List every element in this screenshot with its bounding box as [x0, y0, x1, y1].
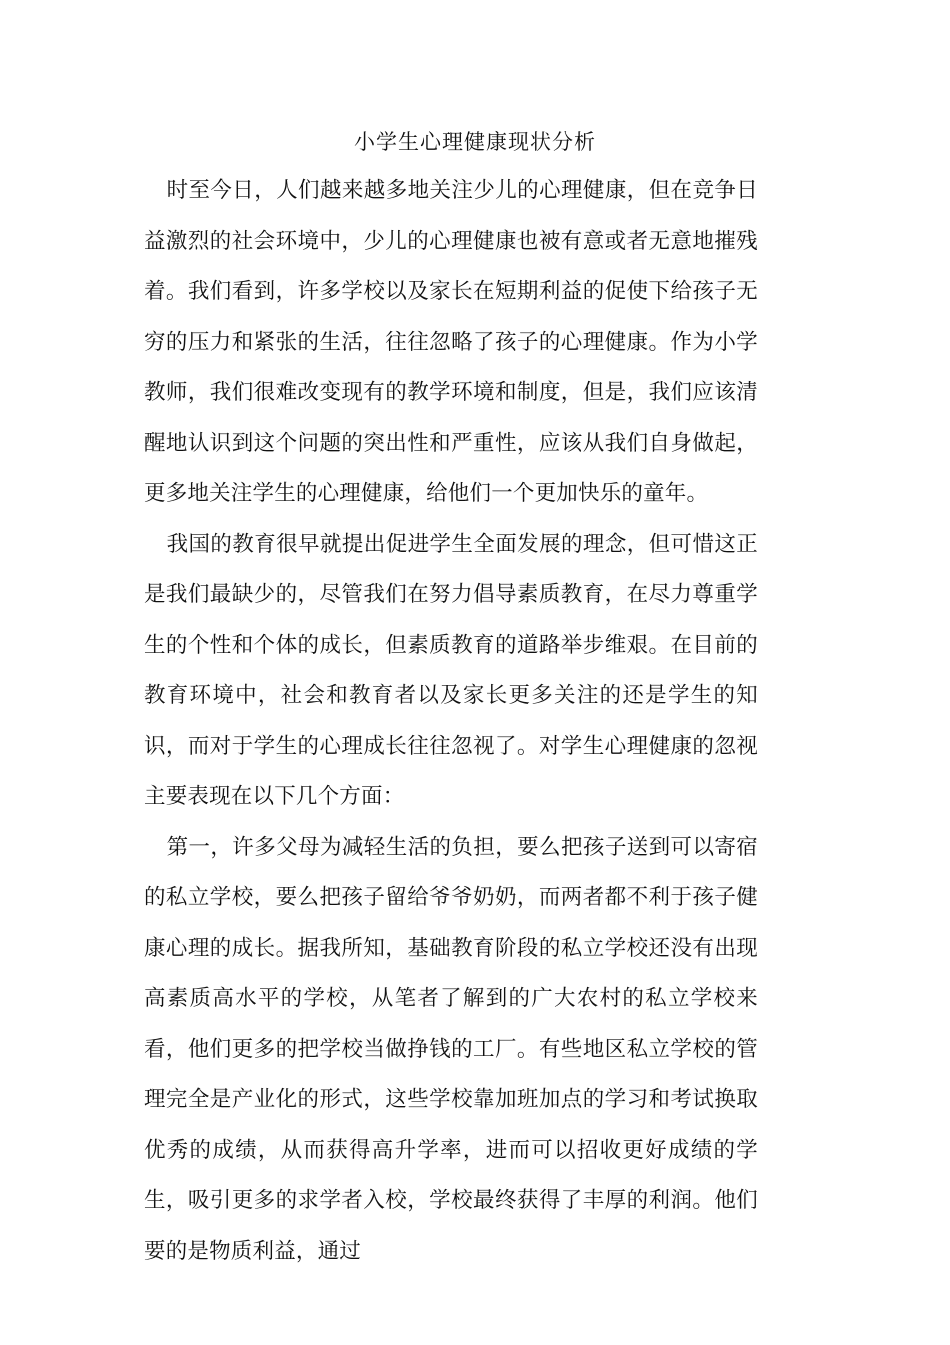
document-title: 小学生心理健康现状分析	[354, 130, 596, 154]
paragraph-1: 时至今日，人们越来越多地关注少儿的心理健康，但在竞争日益激烈的社会环境中，少儿的心理健康也被有意或者无意地摧残着。我们看到，许多学校以及家长在短期利益的促使下给孩子无穷的压力和紧张的生活，往往忽略了孩子的心理健康。作为小学教师，我们很难改变现有的教学环境和制度，但是，我们应该清醒地认识到这个问题的突出性和严重性，应该从我们自身做起，更多地关注学生的心理健康，给他们一个更加快乐的童年。	[144, 178, 758, 506]
paragraph-2: 我国的教育很早就提出促进学生全面发展的理念，但可惜这正是我们最缺少的，尽管我们在努力倡导素质教育，在尽力尊重学生的个性和个体的成长，但素质教育的道路举步维艰。在目前的教育环境中，社会和教育者以及家长更多关注的还是学生的知识，而对于学生的心理成长往往忽视了。对学生心理健康的忽视主要表现在以下几个方面：	[144, 531, 758, 809]
document-body	[144, 166, 758, 1277]
paragraph-3: 第一，许多父母为减轻生活的负担，要么把孩子送到可以寄宿的私立学校，要么把孩子留给爷爷奶奶，而两者都不利于孩子健康心理的成长。据我所知，基础教育阶段的私立学校还没有出现高素质高水平的学校，从笔者了解到的广大农村的私立学校来看，他们更多的把学校当做挣钱的工厂。有些地区私立学校的管理完全是产业化的形式，这些学校靠加班加点的学习和考试换取优秀的成绩，从而获得高升学率，进而可以招收更好成绩的学生，吸引更多的求学者入校，学校最终获得了丰厚的利润。他们要的是物质利益，通过	[144, 834, 758, 1264]
